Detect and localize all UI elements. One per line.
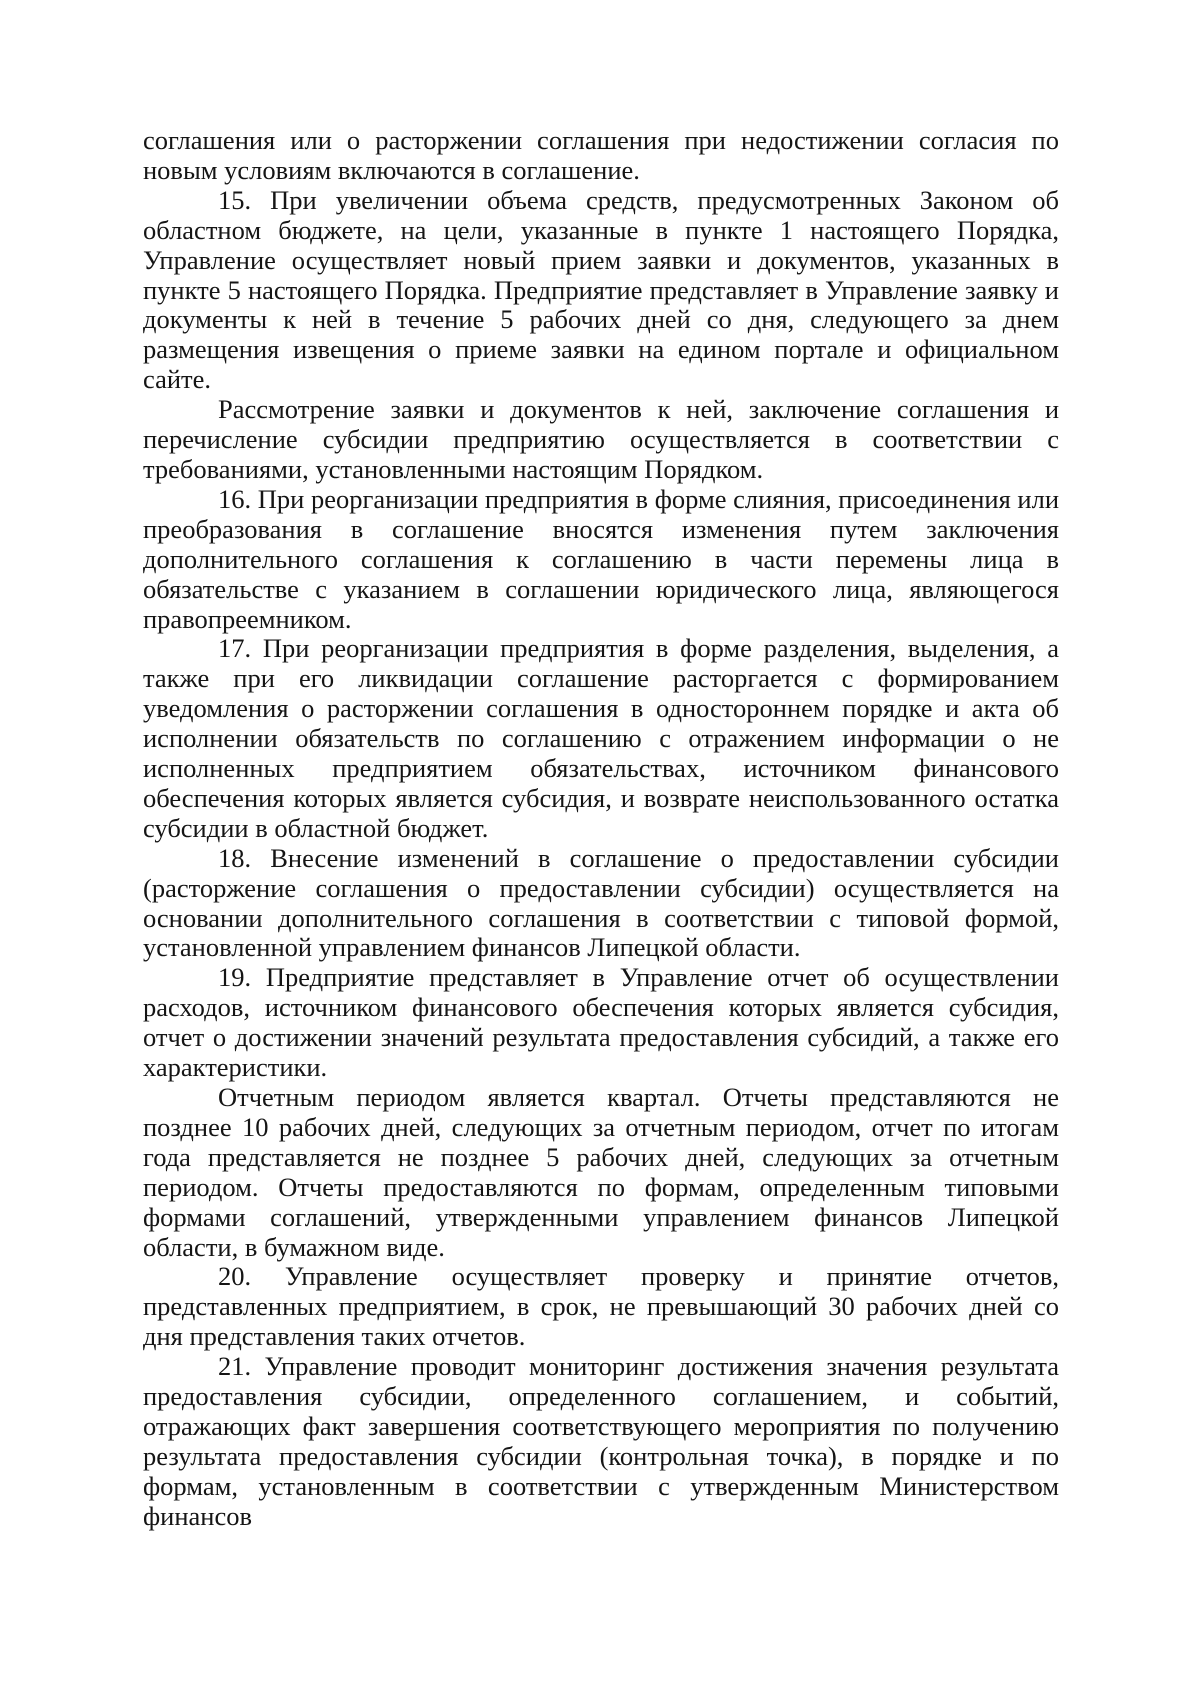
paragraph-15-review: Рассмотрение заявки и документов к ней, заключение соглашения и перечисление субсидии предприятию осуществляется в соответствии с требованиями, установленными настоящим Порядком. — [143, 394, 1059, 484]
paragraph-15: 15. При увеличении объема средств, предусмотренных Законом об областном бюджете, на цели, указанные в пункте 1 настоящего Порядка, Управление осуществляет новый прием заявки и документов, указанных в пункте 5 настоящего Порядка. Предприятие представляет в Управление заявку и документы к ней в течение 5 рабочих дней со дня, следующего за днем размещения извещения о приеме заявки на едином портале и официальном сайте. — [143, 184, 1059, 395]
paragraph-19-reporting-period: Отчетным периодом является квартал. Отчеты представляются не позднее 10 рабочих дней, следующих за отчетным периодом, отчет по итогам года представляется не позднее 5 рабочих дней, следующих за отчетным периодом. Отчеты предоставляются по формам, определенным типовыми формами соглашений, утвержденными управлением финансов Липецкой области, в бумажном виде. — [143, 1082, 1059, 1262]
paragraph-21: 21. Управление проводит мониторинг достижения значения результата предоставления субсидии, определенного соглашением, и событий, отражающих факт завершения соответствующего мероприятия по получению результата предоставления субсидии (контрольная точка), в порядке и по формам, установленным в соответствии с утвержденным Министерством финансов — [143, 1351, 1059, 1531]
document-body — [143, 126, 1059, 1532]
paragraph-19: 19. Предприятие представляет в Управление отчет об осуществлении расходов, источником финансового обеспечения которых является субсидия, отчет о достижении значений результата предоставления субсидий, а также его характеристики. — [143, 962, 1059, 1083]
paragraph-14-continuation: соглашения или о расторжении соглашения при недостижении согласия по новым условиям включаются в соглашение. — [143, 125, 1059, 185]
paragraph-16: 16. При реорганизации предприятия в форме слияния, присоединения или преобразования в соглашение вносятся изменения путем заключения дополнительного соглашения к соглашению в части перемены лица в обязательстве с указанием в соглашении юридического лица, являющегося правопреемником. — [143, 483, 1060, 634]
paragraph-17: 17. При реорганизации предприятия в форме разделения, выделения, а также при его ликвидации соглашение расторгается с формированием уведомления о расторжении соглашения в одностороннем порядке и акта об исполнении обязательств по соглашению с отражением информации о не исполненных предприятием обязательствах, источником финансового обеспечения которых является субсидия, и возврате неиспользованного остатка субсидии в областной бюджет. — [143, 633, 1059, 843]
paragraph-20: 20. Управление осуществляет проверку и принятие отчетов, представленных предприятием, в срок, не превышающий 30 рабочих дней со дня представления таких отчетов. — [143, 1261, 1059, 1352]
paragraph-18: 18. Внесение изменений в соглашение о предоставлении субсидии (расторжение соглашения о предоставлении субсидии) осуществляется на основании дополнительного соглашения в соответствии с типовой формой, установленной управлением финансов Липецкой области. — [143, 842, 1059, 963]
